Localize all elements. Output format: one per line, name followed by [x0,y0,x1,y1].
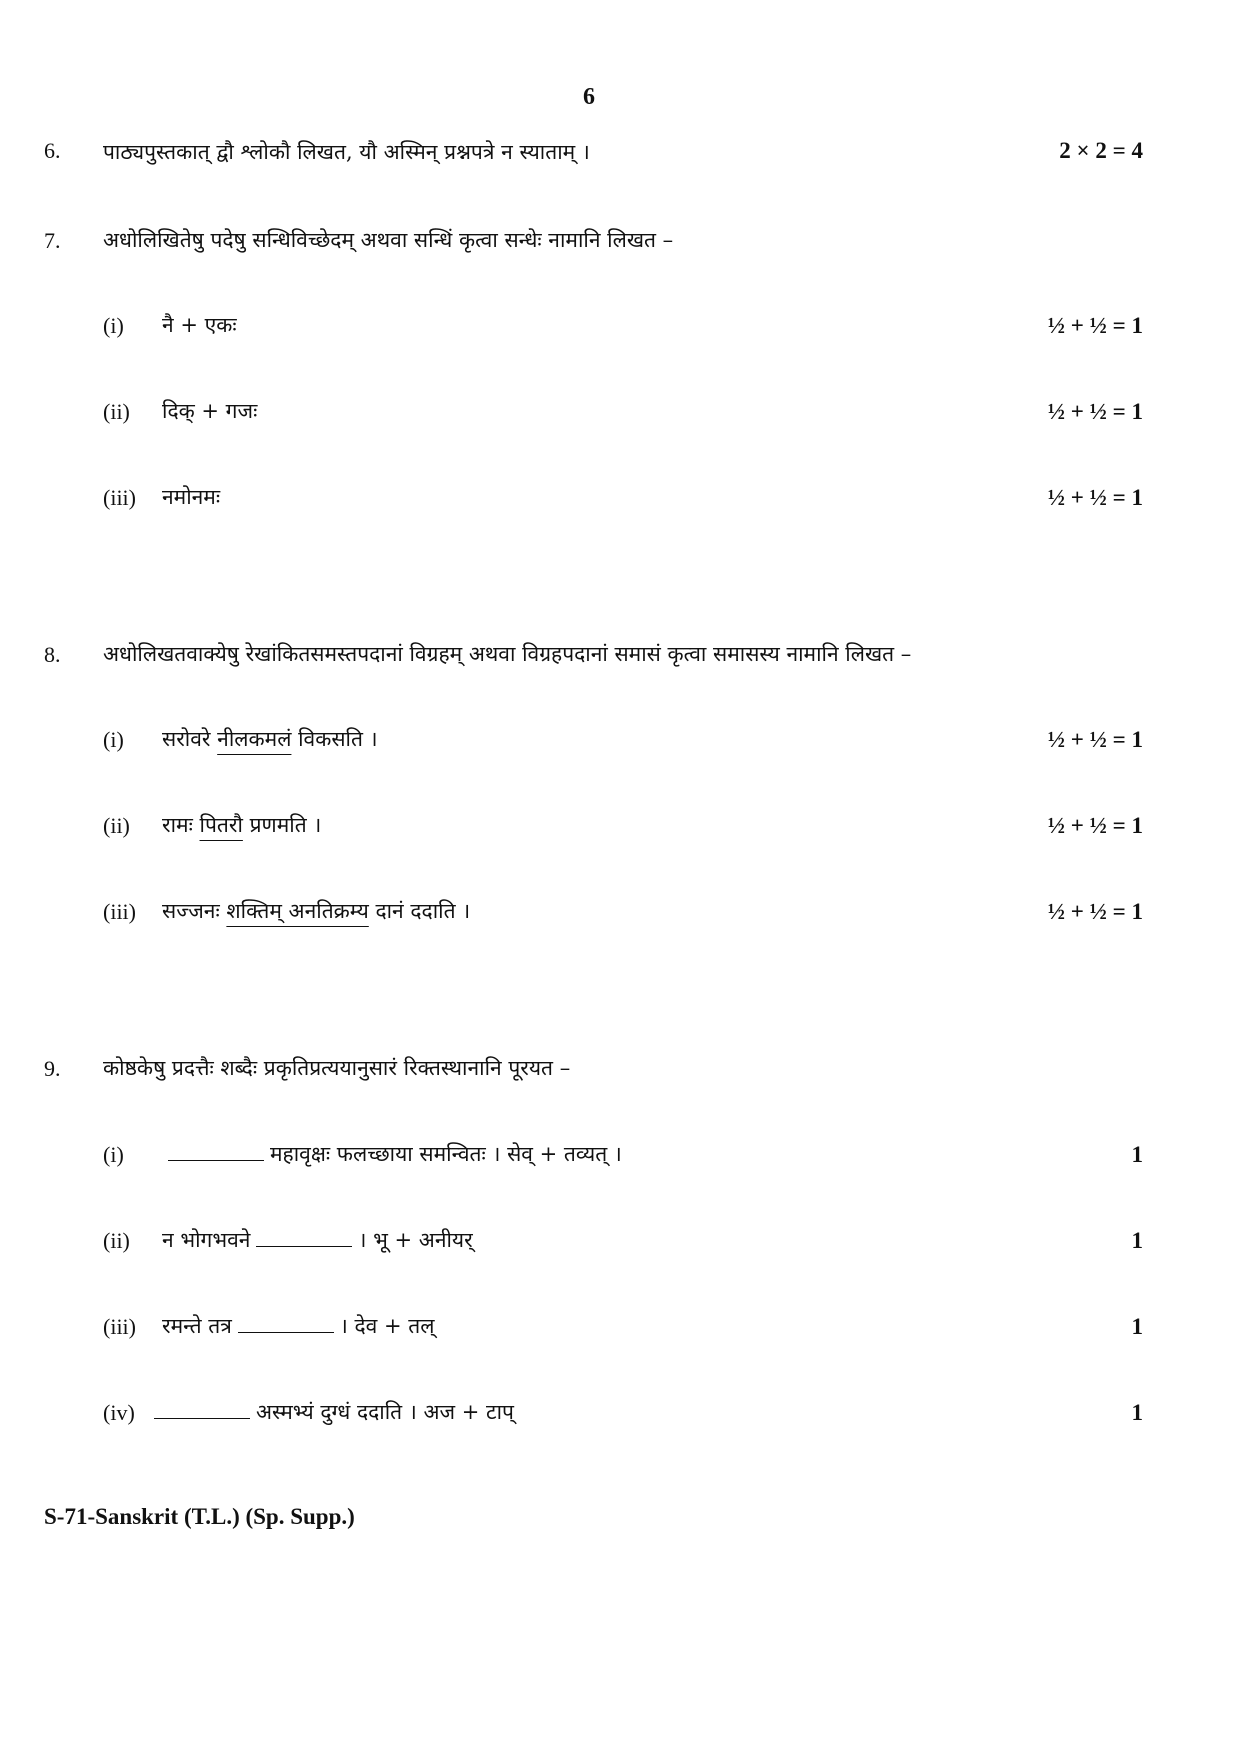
question-9-item-marks: 1 [1131,1400,1143,1425]
sentence-suffix: दानं ददाति । [368,899,471,923]
question-9-item-number: (iv) [103,1400,135,1425]
sentence-prefix: रमन्ते तत्र [162,1314,232,1338]
sentence-suffix: अस्मभ्यं दुग्धं ददाति । अज + टाप् [256,1400,514,1424]
sentence-suffix: प्रणमति । [242,813,322,837]
question-9-item-marks: 1 [1131,1142,1143,1167]
question-9-item-text [162,1312,434,1340]
fill-in-blank [154,1400,250,1419]
question-7-item-marks: ½ + ½ = 1 [1047,485,1143,510]
question-8-item-marks: ½ + ½ = 1 [1047,899,1143,924]
question-8-item-text [162,897,470,925]
question-9-item-number: (ii) [103,1228,130,1253]
sentence-prefix: न भोगभवने [162,1228,251,1252]
question-9-number: 9. [44,1056,61,1081]
question-7-text: अधोलिखितेषु पदेषु सन्धिविच्छेदम् अथवा सन्धिं कृत्वा सन्धेः नामानि लिखत – [103,228,674,252]
paper-code-footer: S-71-Sanskrit (T.L.) (Sp. Supp.) [44,1504,355,1529]
sentence-suffix: विकसति । [291,727,378,751]
underlined-compound: शक्तिम् अनतिक्रम्य [226,899,369,923]
page-number: 6 [583,84,595,110]
question-8-number: 8. [44,642,61,667]
question-9-text: कोष्ठकेषु प्रदत्तैः शब्दैः प्रकृतिप्रत्ययानुसारं रिक्तस्थानानि पूरयत – [103,1056,571,1080]
question-7-item-text: दिक् + गजः [162,399,258,423]
question-7-item-number: (ii) [103,399,130,424]
question-7-item-marks: ½ + ½ = 1 [1047,399,1143,424]
sentence-prefix: सज्जनः [162,899,227,923]
fill-in-blank [168,1142,264,1161]
question-9-item-marks: 1 [1131,1314,1143,1339]
question-7-item-number: (i) [103,313,124,338]
question-9-item-number: (i) [103,1142,124,1167]
question-8-text: अधोलिखतवाक्येषु रेखांकितसमस्तपदानां विग्रहम् अथवा विग्रहपदानां समासं कृत्वा समासस्य नामानि लिखत – [103,642,912,666]
question-7-item-text: नै + एकः [162,313,237,337]
question-9-item-text [162,1226,473,1254]
fill-in-blank [238,1314,334,1333]
sentence-suffix: । भू + अनीयर् [358,1228,473,1252]
question-8-item-marks: ½ + ½ = 1 [1047,813,1143,838]
question-7-item-number: (iii) [103,485,136,510]
question-8-item-number: (iii) [103,899,136,924]
sentence-suffix: महावृक्षः फलच्छाया समन्वितः । सेव् + तव्यत् । [270,1142,622,1166]
underlined-compound: नीलकमलं [217,727,292,751]
question-8-item-marks: ½ + ½ = 1 [1047,727,1143,752]
question-8-item-text [162,811,321,839]
question-6-number: 6. [44,138,61,163]
sentence-prefix: रामः [162,813,200,837]
question-9-item-number: (iii) [103,1314,136,1339]
question-8-item-number: (i) [103,727,124,752]
question-9-item-marks: 1 [1131,1228,1143,1253]
question-9-item-text [162,1140,622,1168]
underlined-compound: पितरौ [199,813,243,837]
question-7-item-text: नमोनमः [162,485,221,509]
sentence-prefix: सरोवरे [162,727,218,751]
question-7-item-marks: ½ + ½ = 1 [1047,313,1143,338]
question-7-number: 7. [44,228,61,253]
sentence-suffix: । देव + तल् [339,1314,435,1338]
question-6-marks: 2 × 2 = 4 [1059,138,1143,163]
question-8-item-number: (ii) [103,813,130,838]
question-9-item-text [148,1398,514,1426]
fill-in-blank [256,1228,352,1247]
question-6-text: पाठ्यपुस्तकात् द्वौ श्लोकौ लिखत, यौ अस्मिन् प्रश्नपत्रे न स्याताम् । [103,140,590,164]
question-8-item-text [162,725,378,753]
